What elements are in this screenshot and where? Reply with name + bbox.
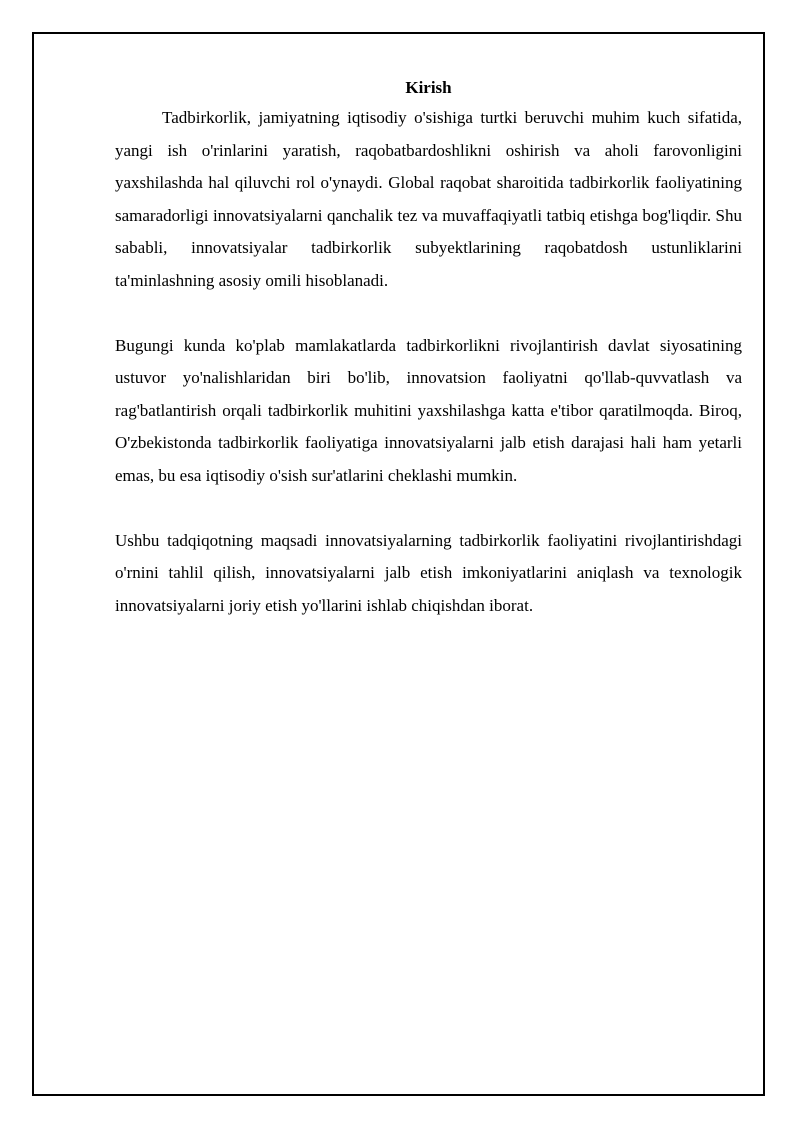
document-body — [115, 76, 742, 622]
document-title: Kirish — [405, 78, 452, 97]
paragraph-spacer — [115, 492, 742, 525]
paragraph-aim: Ushbu tadqiqotning maqsadi innovatsiyalarning tadbirkorlik faoliyatini rivojlantirishdagi o'rnini tahlil qilish, innovatsiyalarni jalb etish imkoniyatlarini aniqlash va texnologik innovatsiyalarni joriy etish yo'llarini ishlab chiqishdan iborat. — [115, 530, 742, 615]
paragraph-intro: Tadbirkorlik, jamiyatning iqtisodiy o'sishiga turtki beruvchi muhim kuch sifatida, yangi ish o'rinlarini yaratish, raqobatbardoshlikni oshirish va aholi farovonligini yaxshilashda hal qiluvchi rol o'ynaydi. Global raqobat sharoitida tadbirkorlik faoliyatining samaradorligi innovatsiyalarni qanchalik tez va muvaffaqiyatli tatbiq etishga bog'liqdir. Shu sababli, innovatsiyalar tadbirkorlik subyektlarining raqobatdosh ustunliklarini ta'minlashning asosiy omili hisoblanadi. — [115, 108, 742, 290]
paragraph-policy: Bugungi kunda ko'plab mamlakatlarda tadbirkorlikni rivojlantirish davlat siyosatining ustuvor yo'nalishlaridan biri bo'lib, innovatsion faoliyatni qo'llab-quvvatlash va rag'batlantirish orqali tadbirkorlik muhitini yaxshilashga katta e'tibor qaratilmoqda. Biroq, O'zbekistonda tadbirkorlik faoliyatiga innovatsiyalarni jalb etish darajasi hali ham yetarli emas, bu esa iqtisodiy o'sish sur'atlarini cheklashi mumkin. — [115, 335, 742, 485]
paragraph-spacer — [115, 297, 742, 330]
